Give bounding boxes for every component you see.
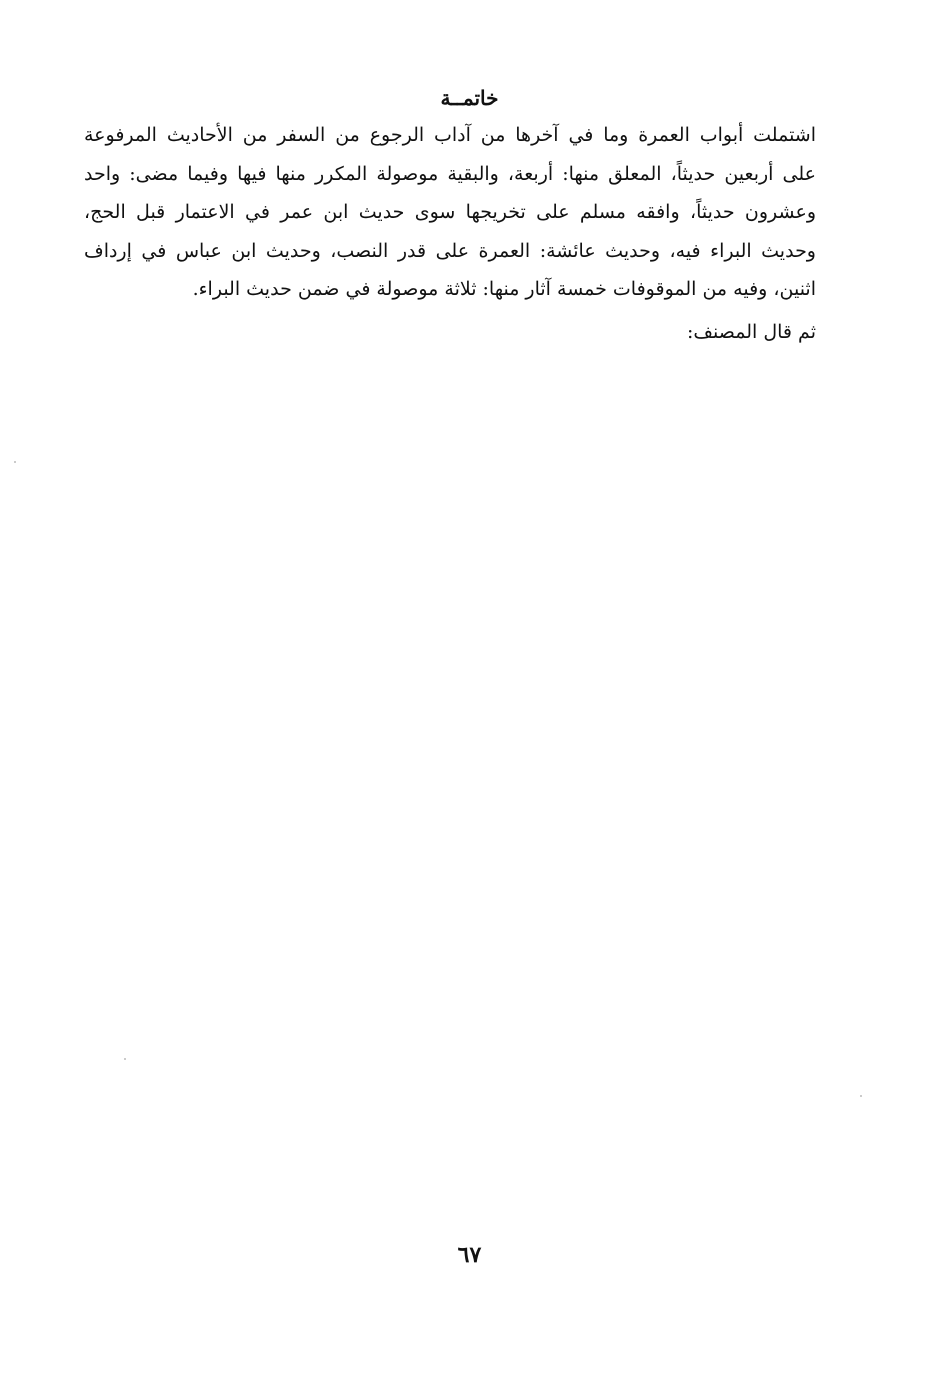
text-line: اشتملت أبواب العمرة وما في آخرها من آداب الرجوع من السفر من الأحاديث المرفوعة — [84, 124, 816, 146]
scan-speck — [124, 1058, 126, 1060]
paragraph-conclusion — [84, 116, 846, 309]
text-line: اثنين، وفيه من الموقوفات خمسة آثار منها: ثلاثة موصولة في ضمن حديث البراء. — [192, 278, 816, 300]
scan-speck — [860, 1095, 862, 1097]
page-number: ٦٧ — [457, 1242, 482, 1268]
paragraph-author-said — [84, 313, 846, 352]
text-line: ثم قال المصنف: — [686, 320, 816, 343]
scan-speck — [14, 461, 16, 463]
text-line: وحديث البراء فيه، وحديث عائشة: العمرة على قدر النصب، وحديث ابن عباس في إرداف — [84, 239, 816, 262]
text-line: وعشرون حديثاً، وافقه مسلم على تخريجها سوى حديث ابن عمر في الاعتمار قبل الحج، — [84, 201, 816, 223]
section-heading: خاتمــة — [440, 86, 499, 110]
body-text — [84, 116, 846, 351]
text-line: على أربعين حديثاً، المعلق منها: أربعة، والبقية موصولة المكرر منها فيها وفيما مضى: واحد — [84, 162, 816, 185]
